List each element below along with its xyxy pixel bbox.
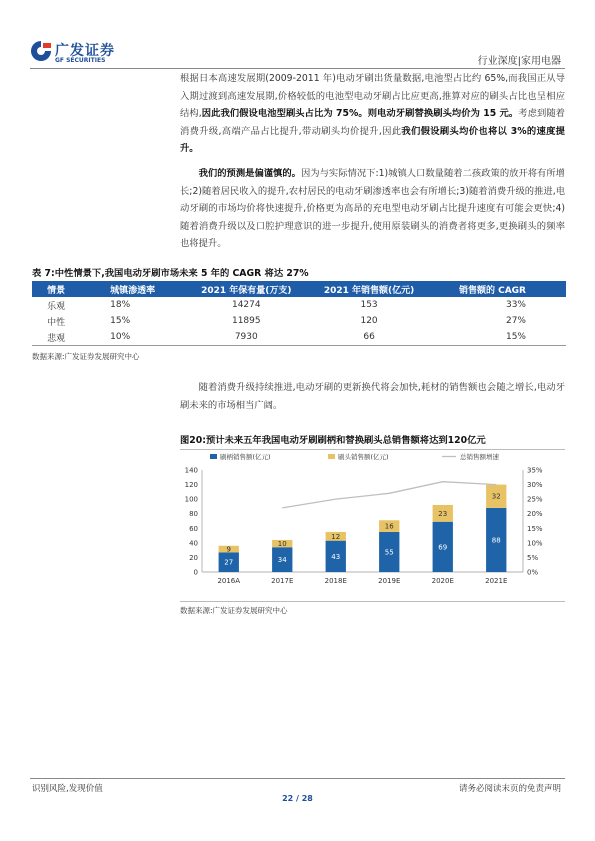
cell-stock: 11895 — [231, 316, 261, 326]
y-tick-label: 0 — [193, 568, 198, 577]
paragraph-assumption — [180, 70, 565, 158]
th-stock: 2021 年保有量(万支) — [191, 281, 303, 297]
th-scenario: 情景 — [32, 281, 80, 297]
data-label-head: 10 — [277, 540, 287, 549]
p1-text-c: 考虑到随着消费升级,高端产品占比提升,带动刷头均价提升,因此 — [180, 108, 565, 137]
header-divider — [30, 68, 565, 69]
data-label-handle: 43 — [331, 552, 341, 561]
paragraph-outlook: 随着消费升级持续推进,电动牙刷的更新换代将会加快,耗材的销售额也会随之增长,电动牙刷未来的市场相当广阔。 — [180, 382, 565, 411]
cell-scenario: 悲观 — [32, 329, 80, 346]
y-tick-label: 120 — [184, 481, 198, 490]
p1-bold-d: 我们假设刷头均价也将以 3%的速度提升。 — [180, 125, 565, 154]
sales-chart — [180, 450, 565, 600]
th-sales: 2021 年销售额(亿元) — [302, 281, 436, 297]
table-source: 数据来源:广发证券发展研究中心 — [32, 352, 140, 361]
footer-divider — [30, 778, 565, 779]
data-label-head: 16 — [384, 522, 394, 531]
y2-tick-label: 5% — [527, 553, 539, 562]
growth-line — [282, 482, 496, 508]
x-tick-label: 2018E — [324, 577, 347, 585]
cell-penetration: 18% — [110, 300, 131, 310]
legend-swatch — [328, 454, 335, 459]
y-tick-label: 140 — [184, 466, 198, 475]
cell-stock: 7930 — [191, 329, 303, 346]
x-tick-label: 2021E — [485, 577, 508, 585]
scenario-table — [32, 281, 566, 346]
page-number: 22 / 28 — [282, 794, 313, 803]
y2-tick-label: 10% — [527, 539, 543, 548]
data-label-handle: 27 — [224, 558, 234, 567]
table-header-row — [32, 281, 566, 297]
legend-label: 总销售额增速 — [460, 453, 499, 461]
y2-tick-label: 25% — [527, 495, 543, 504]
cell-stock: 14274 — [231, 300, 261, 310]
logo-text-en: GF SECURITIES — [55, 57, 106, 64]
data-label-handle: 55 — [384, 548, 394, 557]
cell-sales: 120 — [360, 316, 378, 326]
cell-cagr: 27% — [505, 316, 526, 326]
footer-disclaimer: 请务必阅读末页的免责声明 — [458, 784, 561, 794]
y-tick-label: 60 — [189, 524, 198, 533]
x-tick-label: 2020E — [431, 577, 454, 585]
th-penetration: 城镇渗透率 — [80, 281, 190, 297]
legend-label: 刷头销售额(亿元) — [338, 453, 389, 461]
data-label-head: 12 — [331, 532, 341, 541]
p1-bold-b: 因此我们假设电池型刷头占比为 75%。则电动牙刷替换刷头均价为 15 元。 — [201, 108, 519, 119]
y2-tick-label: 30% — [527, 481, 543, 490]
data-label-handle: 34 — [277, 556, 287, 565]
table-row — [32, 313, 566, 329]
legend-label: 刷柄销售额(亿元) — [220, 453, 271, 461]
cell-cagr: 15% — [436, 329, 566, 346]
data-label-head: 32 — [491, 492, 501, 501]
table-row — [32, 329, 566, 346]
p1-text-a: 根据日本高速发展期(2009-2011 年)电动牙刷出货量数据,电池型占比约 65%,而我国正从导入期过渡到高速发展期,价格较低的电池型电动牙刷占比应更高,推算对应的刷头占比也呈相应结构, — [180, 73, 565, 119]
legend-swatch — [210, 454, 217, 459]
data-label-handle: 69 — [438, 543, 448, 552]
y2-tick-label: 0% — [527, 568, 539, 577]
y-tick-label: 100 — [184, 495, 198, 504]
cell-penetration: 10% — [80, 329, 190, 346]
data-label-head: 23 — [438, 509, 448, 518]
paragraph-prediction — [180, 165, 565, 253]
x-tick-label: 2019E — [378, 577, 401, 585]
figure-title: 图20:预计未来五年我国电动牙刷刷柄和替换刷头总销售额将达到120亿元 — [180, 432, 565, 450]
x-tick-label: 2017E — [271, 577, 294, 585]
gf-logo-icon — [30, 40, 52, 62]
company-logo — [30, 40, 130, 66]
y2-tick-label: 20% — [527, 510, 543, 519]
y-tick-label: 20 — [189, 553, 198, 562]
data-label-head: 9 — [226, 545, 231, 554]
cell-penetration: 15% — [110, 316, 131, 326]
figure-source: 数据来源:广发证券发展研究中心 — [180, 601, 565, 616]
footer-slogan: 识别风险,发现价值 — [32, 784, 103, 794]
y2-tick-label: 35% — [527, 466, 543, 475]
y-tick-label: 40 — [189, 539, 198, 548]
cell-scenario: 乐观 — [47, 301, 66, 312]
y-tick-label: 80 — [189, 510, 198, 519]
report-category: 行业深度|家用电器 — [477, 56, 561, 67]
th-cagr: 销售额的 CAGR — [436, 281, 566, 297]
cell-scenario: 中性 — [47, 317, 66, 328]
cell-sales: 66 — [302, 329, 436, 346]
p2-bold-a: 我们的预测是偏谨慎的。 — [198, 168, 301, 179]
table-title: 表 7:中性情景下,我国电动牙刷市场未来 5 年的 CAGR 将达 27% — [32, 268, 309, 279]
y2-tick-label: 15% — [527, 524, 543, 533]
p2-text-b: 因为与实际情况下:1)城镇人口数量随着二孩政策的放开将有所增长;2)随着居民收入的提升,农村居民的电动牙刷渗透率也会有所增长;3)随着消费升级的推进,电动牙刷的市场均价将快速提升,价格更为高昂的充电型电动牙刷占比提升速度有可能会更快;4)随着消费升级以及口腔护理意识的进一步提升,使用原装刷头的消费者将更多,更换刷头的频率也将提升。 — [180, 168, 565, 249]
cell-sales: 153 — [360, 300, 378, 310]
table-row — [32, 297, 566, 313]
logo-text-cn: 广发证券 — [55, 43, 115, 59]
cell-cagr: 33% — [505, 300, 526, 310]
x-tick-label: 2016A — [217, 577, 241, 585]
data-label-handle: 88 — [491, 536, 501, 545]
